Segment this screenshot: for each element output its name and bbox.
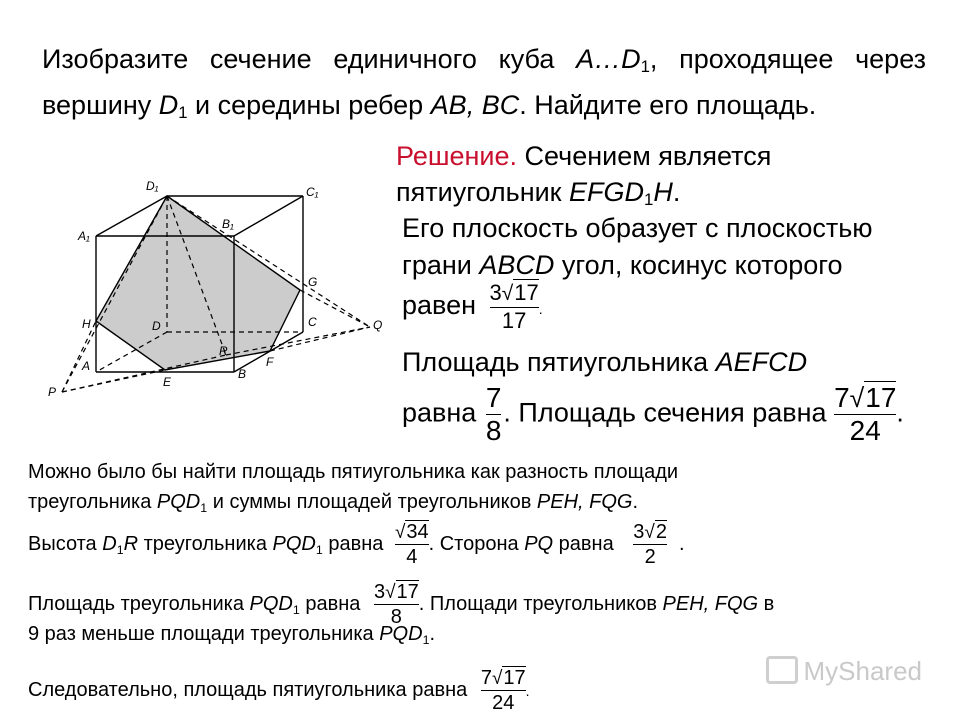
fraction-denominator: 8	[485, 415, 502, 446]
problem-statement	[42, 40, 926, 132]
triangle-name: PQD	[249, 592, 293, 615]
label-c1: C₁	[306, 185, 319, 199]
vertex-name: R	[123, 532, 139, 555]
label-r: R	[219, 344, 228, 358]
cube-section-figure	[40, 172, 400, 404]
radicand: 17	[503, 667, 526, 689]
pentagon-name: EFGD	[569, 177, 645, 207]
extra-text: равна	[299, 592, 361, 615]
label-g: G	[308, 275, 318, 289]
radicand: 17	[514, 280, 539, 305]
subscript: 1	[644, 190, 654, 209]
aux-line-pe	[62, 370, 165, 392]
label-d: D	[152, 319, 161, 333]
segment-name: PQ	[524, 532, 554, 555]
edges-names: AB, BC	[430, 90, 520, 120]
vertex-name: H	[653, 177, 673, 207]
fraction-numerator: 3	[633, 521, 645, 543]
fraction-denominator: 17	[501, 307, 527, 333]
label-d1: D₁	[146, 179, 159, 193]
final-area-fraction: $\frac{7√17}{24}$	[480, 667, 526, 714]
extra-line-5: 9 раз меньше площади треугольника $PQD_1$.	[28, 623, 436, 647]
extra-text: Высота	[28, 532, 103, 555]
solution-line-5: равен $\frac{3√17}{17}$ .	[402, 280, 543, 333]
subscript: 1	[178, 103, 188, 122]
solution-label: Решение.	[396, 141, 518, 171]
subscript: 1	[292, 602, 300, 617]
extra-line-3: Высота $D_1R$ треугольника $PQD_1$ равна $\frac{√34}{4}$ . Сторона PQ равна $\frac{3√2}{2}$ .	[28, 521, 685, 568]
fraction-denominator: 2	[644, 546, 656, 568]
radicand: 34	[406, 521, 429, 543]
extra-line-6: Следовательно, площадь пятиугольника равна $\frac{7√17}{24}$ .	[28, 667, 530, 714]
fraction-numerator: 7	[480, 667, 492, 689]
fraction-denominator: 24	[849, 415, 881, 446]
area-fraction	[486, 384, 502, 445]
extra-text: Можно было бы найти площадь пятиугольника как разность площади	[28, 461, 679, 483]
label-h: H	[82, 317, 91, 331]
watermark-text: MyShared	[803, 656, 922, 686]
section-area-fraction: $\frac{7√17}{24}$	[834, 382, 897, 446]
solution-text: Его плоскость образует с плоскостью	[402, 213, 873, 243]
solution-line-4	[402, 247, 843, 283]
myshared-logo-icon	[766, 656, 798, 684]
label-c: C	[308, 315, 317, 329]
solution-line-2: пятиугольник $EFGD_1H$.	[396, 177, 681, 209]
triangle-name: PQD	[379, 623, 423, 645]
fraction-denominator: 8	[390, 606, 402, 628]
cube-name: A…D	[576, 44, 641, 74]
fraction-denominator: 24	[492, 692, 515, 714]
radicand: 17	[865, 382, 897, 413]
fraction-numerator: 3	[489, 280, 502, 305]
edge-b1c1	[234, 196, 303, 236]
solution-text: Сечением является	[517, 141, 772, 171]
triangle-name: PQD	[272, 532, 316, 555]
subscript: 1	[640, 57, 650, 76]
solution-text: угол, косинус которого	[554, 250, 843, 280]
problem-text: . Найдите его площадь.	[519, 90, 817, 120]
pentagon-name: AEFCD	[715, 347, 808, 377]
solution-text: равен	[402, 290, 476, 321]
fraction-numerator: 7	[485, 382, 502, 413]
extra-text: 9 раз меньше площади треугольника	[28, 623, 380, 645]
solution-text: пятиугольник	[396, 177, 569, 207]
solution-line-1	[396, 138, 771, 174]
label-b: B	[238, 367, 247, 381]
radicand: 17	[396, 581, 419, 603]
extra-text: . Площади треугольников	[418, 592, 663, 615]
solution-text: Площадь пятиугольника	[402, 347, 716, 377]
vertex-name: D	[158, 90, 179, 120]
label-p: P	[48, 385, 57, 399]
problem-text: Изобразите сечение единичного куба	[42, 44, 577, 74]
fraction-denominator: 4	[406, 546, 418, 568]
extra-text: треугольника	[138, 532, 273, 555]
solution-text: равна	[402, 397, 477, 428]
solution-text: . Площадь сечения равна	[503, 397, 827, 428]
extra-text: . Сторона	[428, 532, 525, 555]
extra-text: и суммы площадей треугольников	[207, 491, 537, 513]
subscript: 1	[116, 542, 124, 557]
aux-line-fq	[270, 327, 370, 351]
radicand: 2	[655, 521, 667, 543]
extra-text: Следовательно, площадь пятиугольника равна	[28, 678, 468, 701]
subscript: 1	[315, 542, 323, 557]
solution-text: грани	[402, 250, 480, 280]
fraction-numerator: 7	[834, 382, 850, 413]
label-f: F	[266, 355, 274, 369]
extra-text: Площадь треугольника	[28, 592, 250, 615]
solution-line-3	[402, 210, 873, 246]
subscript: 1	[422, 633, 430, 647]
extra-text: в	[758, 592, 775, 615]
triangle-area-fraction: $\frac{3√17}{8}$	[373, 581, 419, 628]
vertex-name: D	[102, 532, 117, 555]
height-fraction: $\frac{√34}{4}$	[394, 521, 429, 568]
label-b1: B₁	[222, 217, 234, 231]
solution-line-6	[402, 344, 807, 380]
pq-fraction: $\frac{3√2}{2}$	[633, 521, 667, 568]
problem-text: и середины ребер	[187, 90, 431, 120]
label-q: Q	[373, 318, 383, 332]
label-e: E	[163, 375, 172, 389]
solution-line-7: равна $\frac{7}{8}$ . Площадь сечения равна $\frac{7√17}{24}$ .	[402, 382, 904, 446]
triangle-names: PEH, FQG	[536, 491, 633, 513]
extra-line-1	[28, 458, 678, 486]
label-a1: A₁	[78, 229, 90, 243]
subscript: 1	[200, 501, 208, 515]
face-name: ABCD	[479, 250, 555, 280]
problem-text: , проходящее через вершину	[42, 44, 926, 120]
myshared-watermark	[766, 656, 923, 687]
triangle-name: PQD	[156, 491, 201, 513]
triangle-names: PEH, FQG	[662, 592, 759, 615]
extra-text: треугольника	[28, 491, 157, 513]
fraction-numerator: 3	[373, 581, 386, 603]
extra-text: равна	[322, 532, 384, 555]
extra-text: равна	[553, 532, 614, 555]
cosine-fraction: $\frac{3√17}{17}$	[489, 280, 539, 333]
label-a: A	[82, 359, 91, 373]
section-pentagon	[96, 196, 300, 370]
extra-line-2: треугольника $PQD_1$ и суммы площадей треугольников PEH, FQG.	[28, 491, 639, 515]
